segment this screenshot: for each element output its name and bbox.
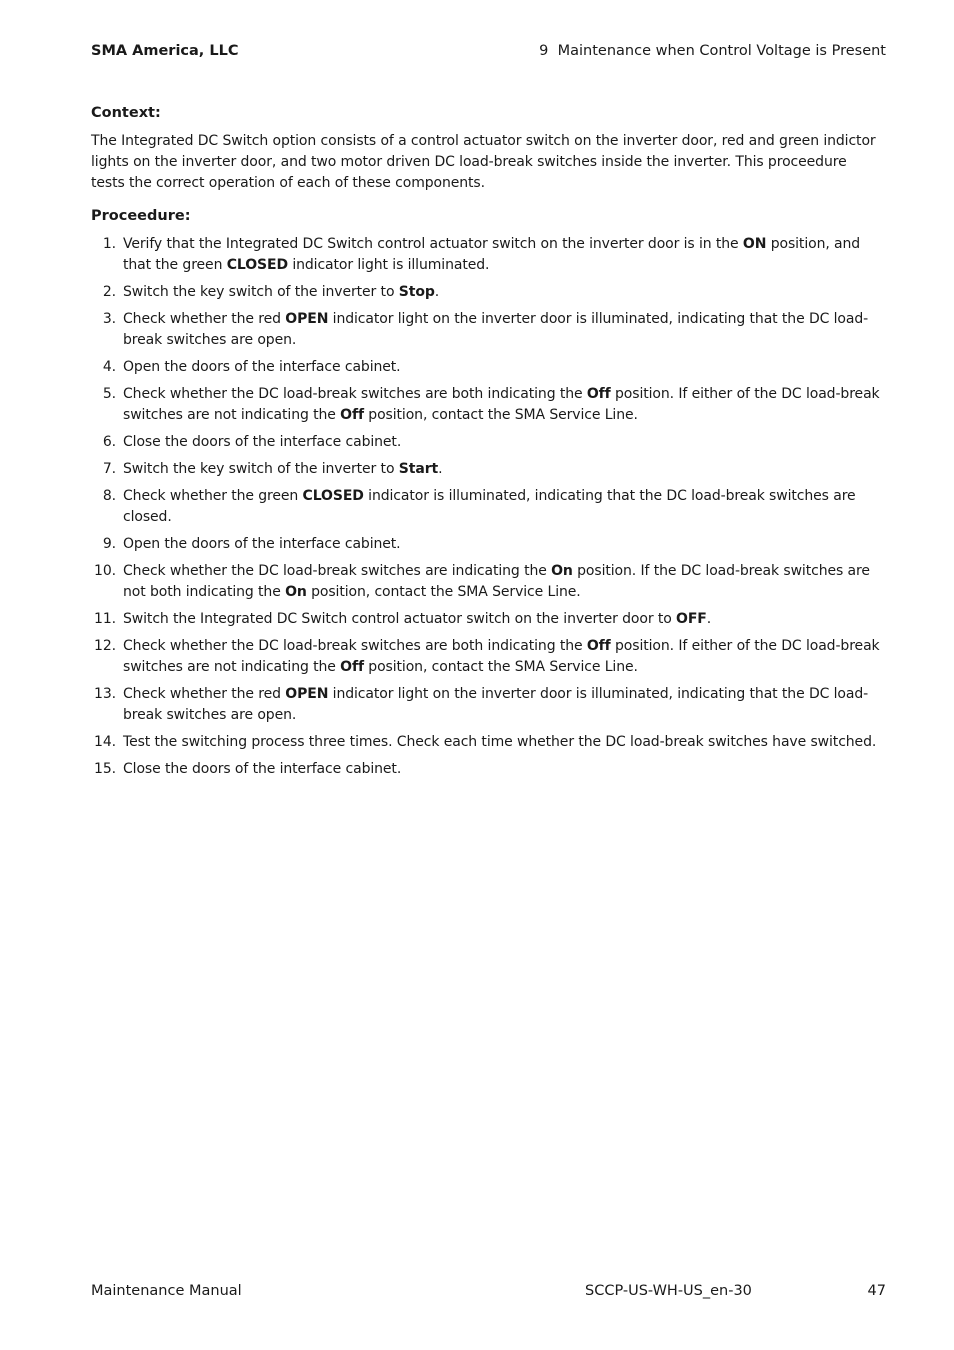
context-paragraph: The Integrated DC Switch option consists of a control actuator switch on the inverter door, red and green indictor lights on the inverter door, and two motor driven DC load-break switches inside the inverter. This proceedure tests the correct operation of each of these components. [91,133,876,191]
context-section [91,103,882,194]
manual-title: Maintenance Manual [91,1283,242,1299]
step-keyword: Start [398,461,439,477]
procedure-section [91,206,882,780]
step-keyword: OPEN [285,311,329,327]
step-keyword: Off [340,407,364,423]
page-number: 47 [867,1283,886,1299]
procedure-step [91,561,882,603]
step-text: indicator light is illuminated. [287,257,490,273]
procedure-steps-list [91,234,882,780]
step-text: . [434,284,440,300]
step-number: 4. [102,359,116,375]
step-text: position, contact the SMA Service Line. [363,659,638,675]
procedure-step [91,486,882,528]
step-text: Switch the key switch of the inverter to [123,284,399,300]
step-keyword: Off [340,659,364,675]
procedure-step [91,459,882,480]
step-keyword: On [551,563,573,579]
step-text: position. If either of the DC load-break switches are not indicating the [123,638,880,675]
procedure-step [91,684,882,726]
procedure-step [91,357,882,378]
step-number: 9. [102,536,116,552]
step-number: 15. [94,761,116,777]
step-text: Check whether the red [123,311,286,327]
step-text: indicator is illuminated, indicating that the DC load-break switches are closed. [123,488,856,525]
page-header [91,43,886,65]
procedure-step [91,309,882,351]
procedure-step [91,636,882,678]
procedure-step [91,609,882,630]
step-text: Check whether the red [123,686,286,702]
step-number: 12. [94,638,116,654]
procedure-heading: Proceedure: [91,208,191,224]
step-text: Check whether the DC load-break switches are both indicating the [123,386,587,402]
step-text: position. If either of the DC load-break switches are not indicating the [123,386,880,423]
step-text: Test the switching process three times. Check each time whether the DC load-break switches have switched. [123,734,877,750]
step-number: 3. [102,311,116,327]
step-text: . [706,611,712,627]
context-heading: Context: [91,105,161,121]
document-code: SCCP-US-WH-US_en-30 [585,1283,752,1299]
procedure-step [91,534,882,555]
step-text: position. If the DC load-break switches are not both indicating the [123,563,870,600]
step-text: position, contact the SMA Service Line. [306,584,581,600]
company-name: SMA America, LLC [91,43,239,59]
step-number: 10. [94,563,116,579]
step-text: Open the doors of the interface cabinet. [123,359,401,375]
step-number: 8. [102,488,116,504]
step-number: 14. [94,734,116,750]
step-keyword: ON [742,236,767,252]
procedure-step [91,384,882,426]
step-number: 5. [102,386,116,402]
step-keyword: Off [586,638,611,654]
step-text: Verify that the Integrated DC Switch control actuator switch on the inverter door is in the [123,236,743,252]
step-text: Check whether the DC load-break switches are indicating the [123,563,552,579]
procedure-step [91,432,882,453]
step-number: 6. [102,434,116,450]
page-content [91,103,882,786]
step-text: position, contact the SMA Service Line. [363,407,638,423]
step-keyword: OPEN [285,686,329,702]
step-text: Switch the Integrated DC Switch control actuator switch on the inverter door to [123,611,677,627]
procedure-step [91,732,882,753]
step-text: Close the doors of the interface cabinet. [123,761,402,777]
step-keyword: OFF [676,611,707,627]
step-text: position, and that the green [123,236,861,273]
procedure-step [91,759,882,780]
step-number: 2. [102,284,116,300]
step-keyword: Off [586,386,611,402]
step-number: 11. [94,611,116,627]
procedure-step [91,282,882,303]
step-text: Check whether the green [123,488,303,504]
step-number: 7. [102,461,116,477]
step-number: 1. [102,236,116,252]
step-text: indicator light on the inverter door is illuminated, indicating that the DC load-break switches are open. [123,686,869,723]
page-footer [91,1283,886,1305]
step-text: Switch the key switch of the inverter to [123,461,399,477]
procedure-step [91,234,882,276]
step-text: . [438,461,443,477]
step-text: Close the doors of the interface cabinet. [123,434,402,450]
chapter-title: 9 Maintenance when Control Voltage is Present [539,43,886,59]
step-keyword: CLOSED [302,488,364,504]
step-keyword: On [285,584,307,600]
step-number: 13. [94,686,116,702]
step-text: Check whether the DC load-break switches are both indicating the [123,638,587,654]
step-text: indicator light on the inverter door is illuminated, indicating that the DC load-break switches are open. [123,311,869,348]
step-text: Open the doors of the interface cabinet. [123,536,401,552]
step-keyword: CLOSED [226,257,288,273]
step-keyword: Stop [398,284,435,300]
